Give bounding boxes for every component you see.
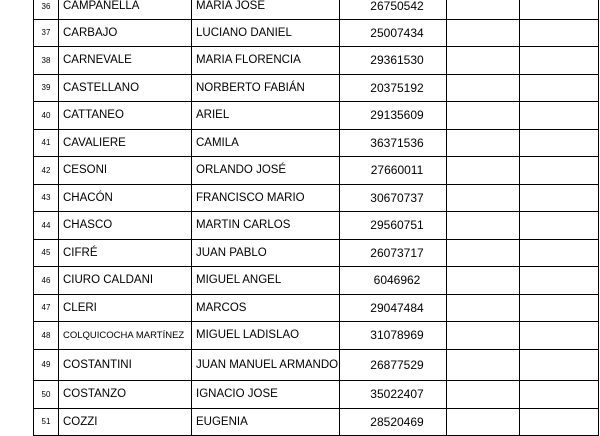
last-name-cell: COSTANTINI <box>59 349 192 381</box>
first-name-cell: JUAN PABLO <box>192 239 340 267</box>
first-name-cell: MIGUEL LADISLAO <box>192 322 340 350</box>
empty-cell <box>520 0 599 19</box>
empty-cell <box>520 74 599 102</box>
first-name-cell: MARIA FLORENCIA <box>192 47 340 75</box>
row-number: 50 <box>34 381 59 409</box>
id-number-cell: 28520469 <box>340 408 447 436</box>
id-number-cell: 36371536 <box>340 129 447 157</box>
empty-cell <box>520 184 599 212</box>
last-name-cell: CARBAJO <box>59 19 192 47</box>
last-name-cell: CASTELLANO <box>59 74 192 102</box>
last-name-cell: CESONI <box>59 157 192 185</box>
id-number-cell: 29135609 <box>340 102 447 130</box>
empty-cell <box>447 294 520 322</box>
last-name-cell: CATTANEO <box>59 102 192 130</box>
empty-cell <box>520 322 599 350</box>
row-number: 49 <box>34 349 59 381</box>
empty-cell <box>520 408 599 436</box>
last-name-cell: COSTANZO <box>59 381 192 409</box>
empty-cell <box>520 294 599 322</box>
id-number-cell: 30670737 <box>340 184 447 212</box>
first-name-cell: JUAN MANUEL ARMANDO <box>192 349 340 381</box>
id-number-cell: 29560751 <box>340 212 447 240</box>
first-name-cell: EUGENIA <box>192 408 340 436</box>
row-number: 36 <box>34 0 59 19</box>
table-row <box>34 19 599 47</box>
empty-cell <box>447 0 520 19</box>
table-row <box>34 239 599 267</box>
empty-cell <box>447 212 520 240</box>
last-name-cell: CIURO CALDANI <box>59 267 192 295</box>
row-number: 41 <box>34 129 59 157</box>
empty-cell <box>520 47 599 75</box>
last-name-cell: COZZI <box>59 408 192 436</box>
first-name-cell: CAMILA <box>192 129 340 157</box>
first-name-cell: MARTIN CARLOS <box>192 212 340 240</box>
id-number-cell: 35022407 <box>340 381 447 409</box>
row-number: 47 <box>34 294 59 322</box>
id-number-cell: 29047484 <box>340 294 447 322</box>
empty-cell <box>447 349 520 381</box>
row-number: 46 <box>34 267 59 295</box>
row-number: 48 <box>34 322 59 350</box>
empty-cell <box>520 19 599 47</box>
row-number: 45 <box>34 239 59 267</box>
first-name-cell: MIGUEL ANGEL <box>192 267 340 295</box>
empty-cell <box>447 381 520 409</box>
id-number-cell: 26750542 <box>340 0 447 19</box>
last-name-cell: COLQUICOCHA MARTÍNEZ <box>59 322 192 350</box>
id-number-cell: 26877529 <box>340 349 447 381</box>
first-name-cell: ORLANDO JOSÉ <box>192 157 340 185</box>
last-name-cell: CHASCO <box>59 212 192 240</box>
empty-cell <box>447 74 520 102</box>
last-name-cell: CIFRÉ <box>59 239 192 267</box>
empty-cell <box>520 349 599 381</box>
table-row <box>34 74 599 102</box>
table-row <box>34 157 599 185</box>
empty-cell <box>447 239 520 267</box>
first-name-cell: LUCIANO DANIEL <box>192 19 340 47</box>
id-number-cell: 27660011 <box>340 157 447 185</box>
last-name-cell: CHACÓN <box>59 184 192 212</box>
empty-cell <box>447 322 520 350</box>
empty-cell <box>447 19 520 47</box>
table-row <box>34 47 599 75</box>
first-name-cell: FRANCISCO MARIO <box>192 184 340 212</box>
empty-cell <box>520 212 599 240</box>
row-number: 42 <box>34 157 59 185</box>
row-number: 44 <box>34 212 59 240</box>
first-name-cell: ARIEL <box>192 102 340 130</box>
id-number-cell: 25007434 <box>340 19 447 47</box>
empty-cell <box>447 408 520 436</box>
table-row <box>34 349 599 381</box>
id-number-cell: 20375192 <box>340 74 447 102</box>
empty-cell <box>520 157 599 185</box>
table-row <box>34 294 599 322</box>
empty-cell <box>447 184 520 212</box>
row-number: 43 <box>34 184 59 212</box>
id-number-cell: 31078969 <box>340 322 447 350</box>
table-row <box>34 212 599 240</box>
row-number: 40 <box>34 102 59 130</box>
empty-cell <box>520 102 599 130</box>
row-number: 38 <box>34 47 59 75</box>
row-number: 39 <box>34 74 59 102</box>
table-row <box>34 102 599 130</box>
first-name-cell: IGNACIO JOSE <box>192 381 340 409</box>
last-name-cell: CARNEVALE <box>59 47 192 75</box>
empty-cell <box>520 239 599 267</box>
empty-cell <box>447 267 520 295</box>
empty-cell <box>447 102 520 130</box>
row-number: 51 <box>34 408 59 436</box>
empty-cell <box>447 129 520 157</box>
empty-cell <box>447 47 520 75</box>
row-number: 37 <box>34 19 59 47</box>
roster-table <box>33 0 599 436</box>
table-row <box>34 381 599 409</box>
first-name-cell: NORBERTO FABIÁN <box>192 74 340 102</box>
table-row <box>34 408 599 436</box>
empty-cell <box>520 267 599 295</box>
id-number-cell: 6046962 <box>340 267 447 295</box>
last-name-cell: CAVALIERE <box>59 129 192 157</box>
last-name-cell: CLERI <box>59 294 192 322</box>
table-row <box>34 267 599 295</box>
first-name-cell: MARCOS <box>192 294 340 322</box>
last-name-cell: CAMPANELLA <box>59 0 192 19</box>
table-row <box>34 184 599 212</box>
table-row <box>34 0 599 19</box>
empty-cell <box>520 129 599 157</box>
empty-cell <box>447 157 520 185</box>
id-number-cell: 29361530 <box>340 47 447 75</box>
id-number-cell: 26073717 <box>340 239 447 267</box>
empty-cell <box>520 381 599 409</box>
first-name-cell: MARIA JOSE <box>192 0 340 19</box>
table-row <box>34 322 599 350</box>
table-row <box>34 129 599 157</box>
